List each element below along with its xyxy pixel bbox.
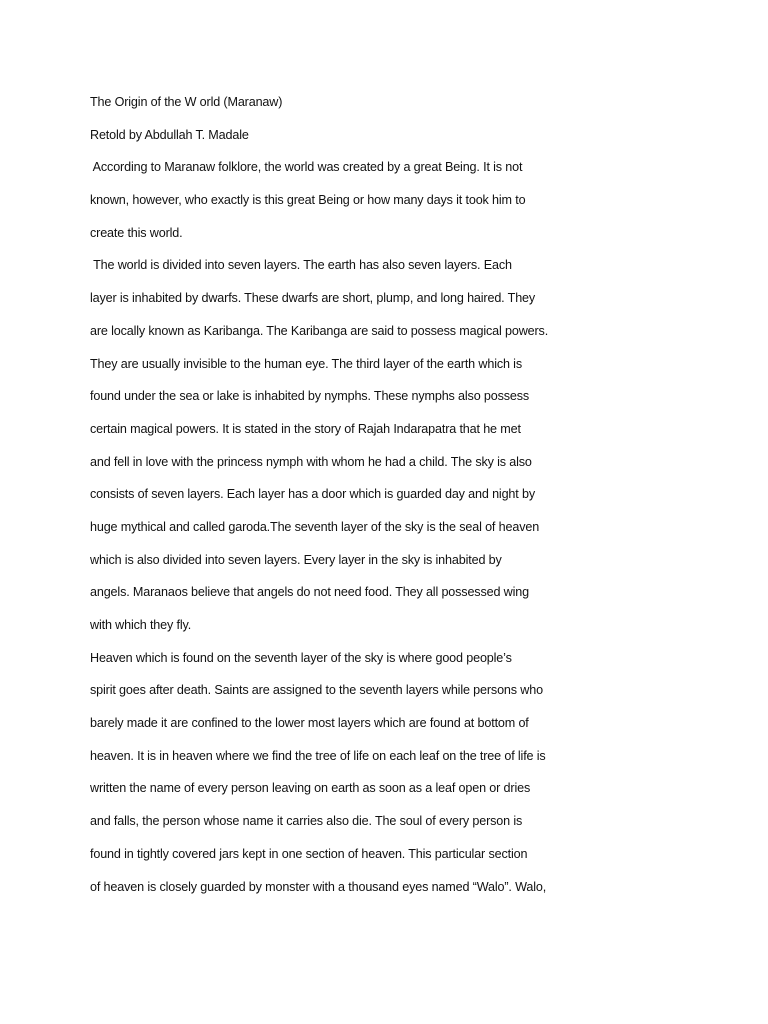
text-line: written the name of every person leaving on earth as soon as a leaf open or dries — [90, 781, 531, 796]
text-line: heaven. It is in heaven where we find the tree of life on each leaf on the tree of life is — [90, 748, 546, 763]
title-line: The Origin of the W orld (Maranaw) — [90, 95, 283, 109]
text-line: which is also divided into seven layers. Every layer in the sky is inhabited by — [90, 552, 502, 567]
text-line: consists of seven layers. Each layer has a door which is guarded day and night by — [90, 487, 535, 502]
text-line: Heaven which is found on the seventh layer of the sky is where good people’s — [90, 650, 512, 665]
text-line: and falls, the person whose name it carries also die. The soul of every person is — [90, 814, 523, 829]
text-line: layer is inhabited by dwarfs. These dwarfs are short, plump, and long haired. They — [90, 291, 536, 306]
text-line: with which they fly. — [90, 618, 192, 632]
document-body — [90, 93, 730, 910]
text-line: certain magical powers. It is stated in the story of Rajah Indarapatra that he met — [90, 421, 521, 436]
text-line: spirit goes after death. Saints are assigned to the seventh layers while persons who — [90, 683, 543, 698]
author-line: Retold by Abdullah T. Madale — [90, 127, 249, 142]
text-line: According to Maranaw folklore, the world was created by a great Being. It is not — [90, 160, 523, 175]
text-line: angels. Maranaos believe that angels do not need food. They all possessed wing — [90, 585, 529, 600]
text-line: barely made it are confined to the lower most layers which are found at bottom of — [90, 716, 529, 731]
text-line: found under the sea or lake is inhabited by nymphs. These nymphs also possess — [90, 389, 530, 404]
text-line: are locally known as Karibanga. The Karibanga are said to possess magical powers. — [90, 323, 549, 338]
text-line: of heaven is closely guarded by monster with a thousand eyes named “Walo”. Walo, — [90, 879, 547, 894]
text-line: known, however, who exactly is this great Being or how many days it took him to — [90, 193, 526, 208]
text-line: huge mythical and called garoda.The seventh layer of the sky is the seal of heaven — [90, 519, 540, 534]
text-line: and fell in love with the princess nymph with whom he had a child. The sky is also — [90, 454, 532, 469]
text-line: create this world. — [90, 225, 183, 240]
text-line: found in tightly covered jars kept in one section of heaven. This particular section — [90, 846, 528, 861]
text-line: They are usually invisible to the human eye. The third layer of the earth which is — [90, 356, 522, 371]
text-line: The world is divided into seven layers. The earth has also seven layers. Each — [90, 258, 512, 273]
